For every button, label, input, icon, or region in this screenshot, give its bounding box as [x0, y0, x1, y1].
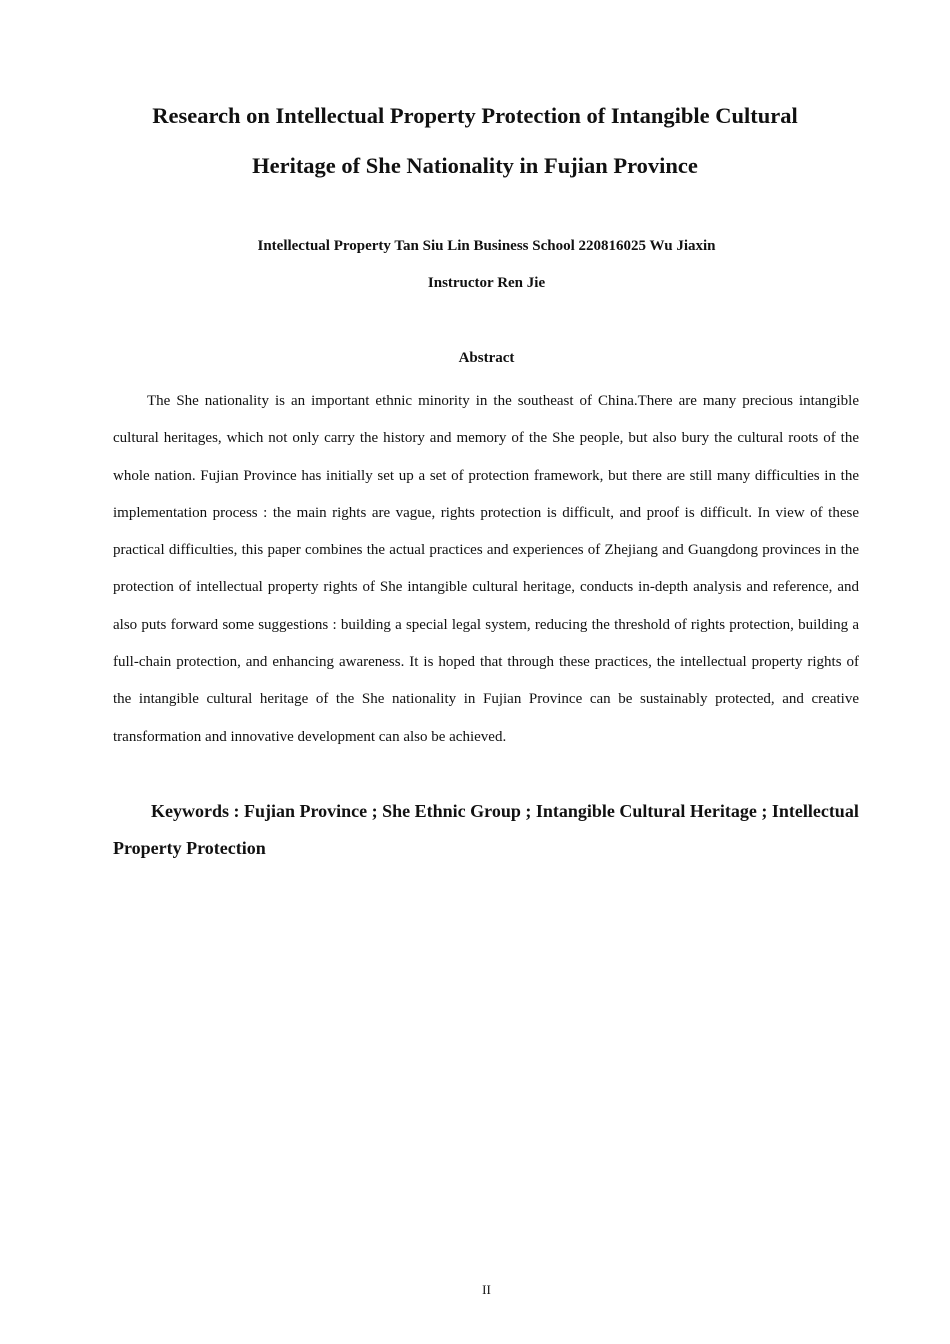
keywords-line: Keywords : Fujian Province ; She Ethnic Group ; Intangible Cultural Heritage ; Intellectual Property Protection [113, 801, 859, 858]
abstract-body: The She nationality is an important ethnic minority in the southeast of China.There are many precious intangible cultural heritages, which not only carry the history and memory of the She people, but also bury the cultural roots of the whole nation. Fujian Province has initially set up a set of protection framework, but there are still many difficulties in the implementation process : the main rights are vague, rights protection is difficult, and proof is difficult. In view of these practical difficulties, this paper combines the actual practices and experiences of Zhejiang and Guangdong provinces in the protection of intellectual property rights of She intangible cultural heritage, conducts in-depth analysis and reference, and also puts forward some suggestions : building a special legal system, reducing the threshold of rights protection, building a full-chain protection, and enhancing awareness. It is hoped that through these practices, the intellectual property rights of the intangible cultural heritage of the She nationality in Fujian Province can be sustainably protected, and creative transformation and innovative development can also be achieved. [113, 393, 859, 745]
instructor-line: Instructor Ren Jie [427, 275, 546, 291]
author-line: Intellectual Property Tan Siu Lin Business School 220816025 Wu Jiaxin [257, 238, 716, 254]
abstract-heading: Abstract [458, 350, 515, 366]
page-number: II [482, 1282, 491, 1297]
paper-title-line-2: Heritage of She Nationality in Fujian Province [252, 153, 698, 178]
paper-title-line-1: Research on Intellectual Property Protection of Intangible Cultural [152, 103, 798, 128]
